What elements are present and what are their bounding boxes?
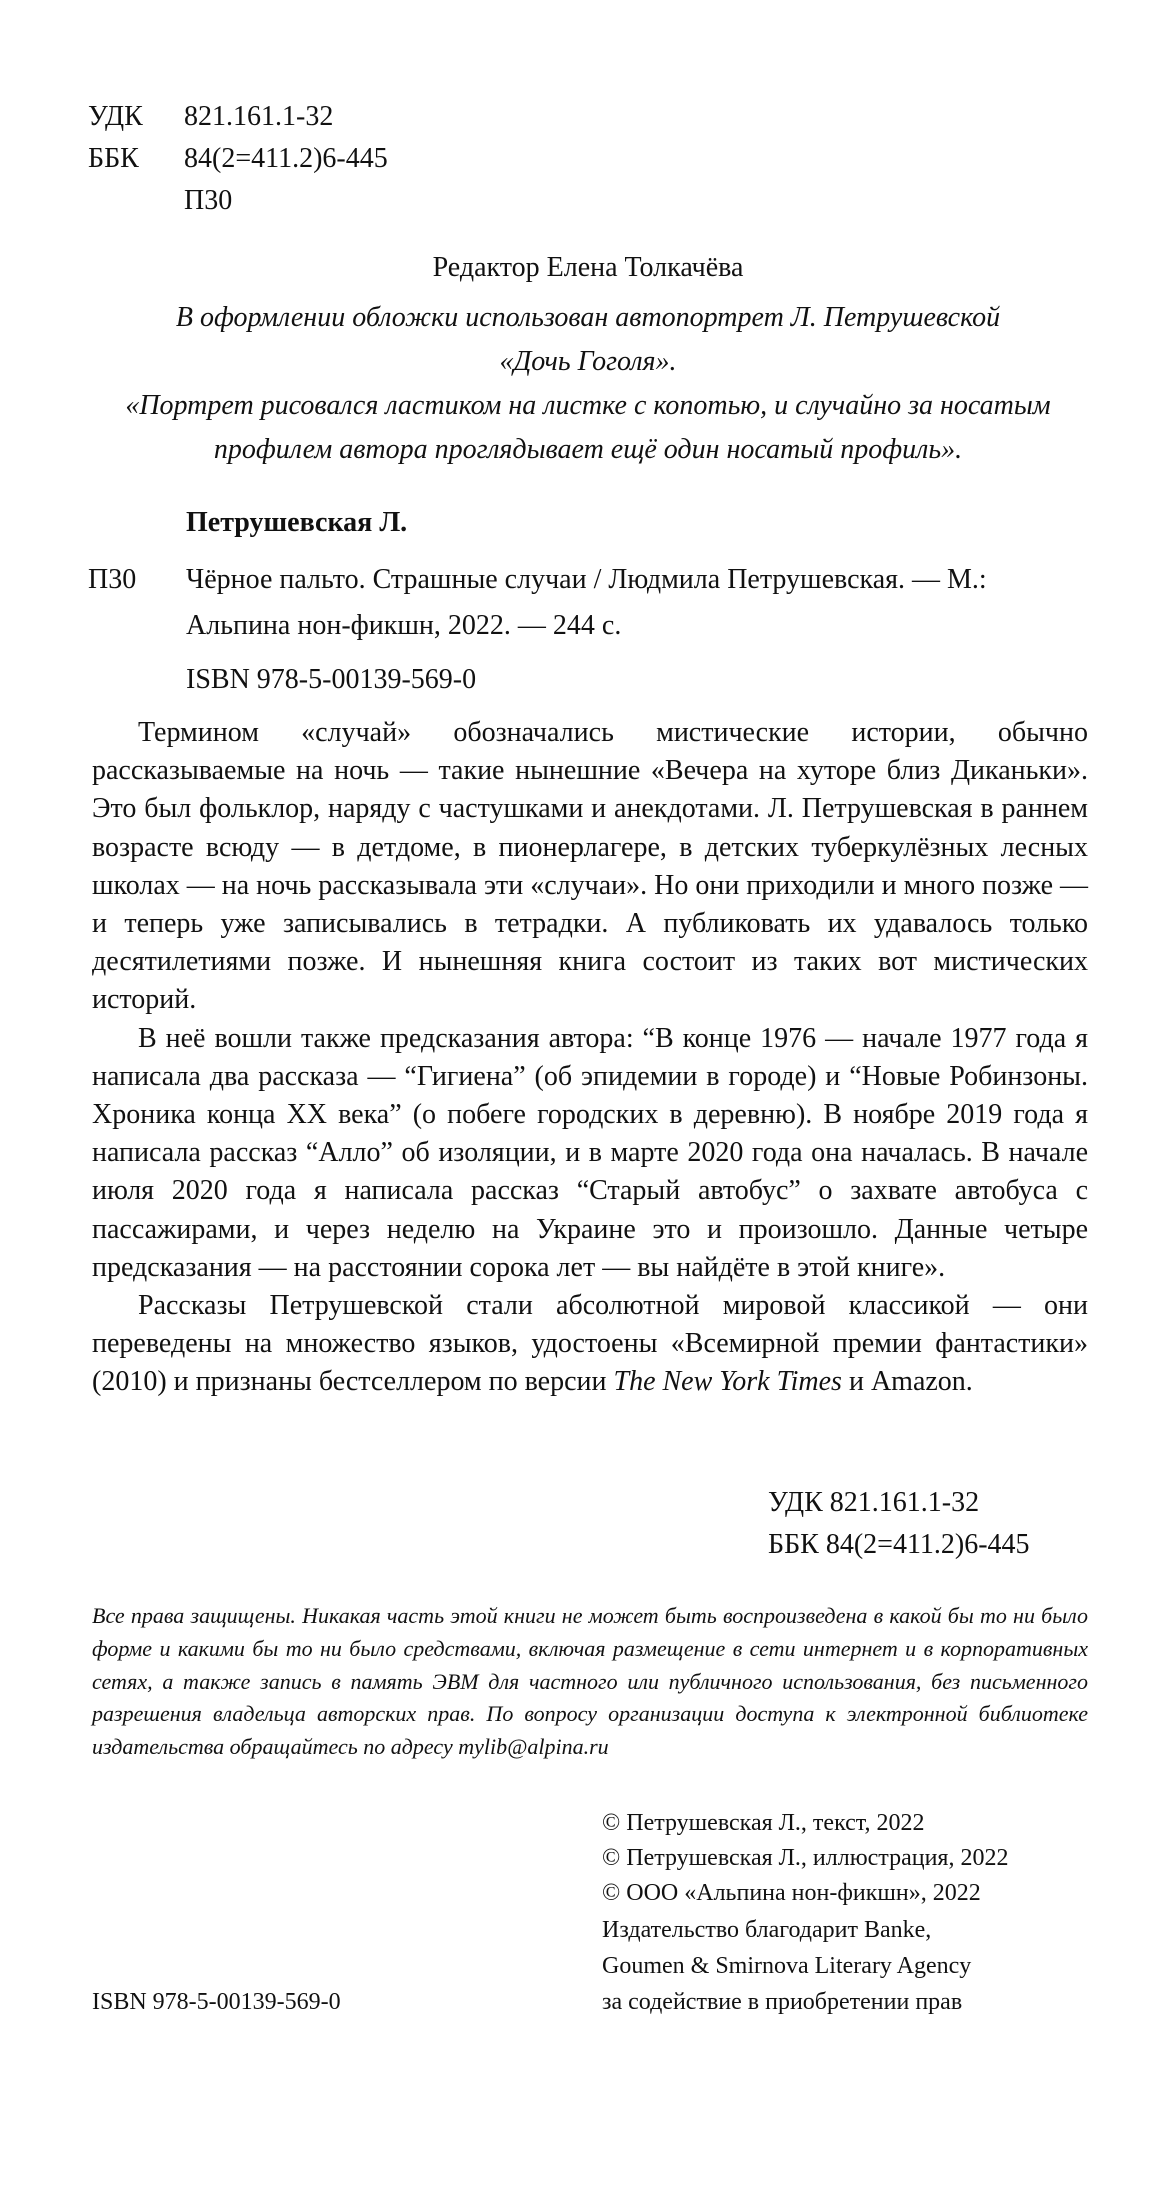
thanks-line: Goumen & Smirnova Literary Agency <box>602 1953 972 1979</box>
isbn-bottom: ISBN 978-5-00139-569-0 <box>92 1989 341 2015</box>
copyright-line: © ООО «Альпина нон-фикшн», 2022 <box>602 1880 981 1906</box>
annotation <box>92 714 1088 1402</box>
cover-note-line: В оформлении обложки использован автопортрет Л. Петрушевской <box>175 302 1001 333</box>
footer-udk: УДК 821.161.1-32 <box>768 1487 980 1518</box>
footer-classification-codes <box>768 1482 1030 1566</box>
author-mark-row <box>88 180 388 222</box>
rights-notice: Все права защищены. Никакая часть этой книги не может быть воспроизведена в какой бы то ни было форме и какими бы то ни было средствами, включая размещение в сети интернет и в корпоративных сетях, а также запись в память ЭВМ для частного или публичного использования, без письменного разрешения владельца авторских прав. По вопросу организации доступа к электронной библиотеке издательства обращайтесь по адресу mylib@alpina.ru <box>92 1603 1088 1760</box>
cover-note-line: «Дочь Гоголя». <box>499 346 677 377</box>
annotation-paragraph: Рассказы Петрушевской стали абсолютной мировой классикой — они переведены на множество языков, удостоены «Всемирной премии фантастики» (2010) и признаны бестселлером по версии The New York Times и Amazon. <box>92 1290 1088 1398</box>
bbk-value: 84(2=411.2)6-445 <box>184 143 388 174</box>
annotation-paragraph: Термином «случай» обозначались мистические истории, обычно рассказываемые на ночь — такие нынешние «Вечера на хуторе близ Диканьки». Это был фольклор, наряду с частушками и анекдотами. Л. Петрушевская в раннем возрасте всюду — в детдоме, в пионерлагере, в детских туберкулёзных лесных школах — на ночь рассказывала эти «случаи». Но они приходили и много позже — и теперь уже записывались в тетрадки. А публиковать их удавалось только десятилетиями позже. И нынешняя книга состоит из таких вот мистических историй. <box>92 717 1089 1016</box>
editor-line: Редактор Елена Толкачёва <box>432 252 744 283</box>
biblio-title-line: Чёрное пальто. Страшные случаи / Людмила Петрушевская. — М.: <box>186 564 987 595</box>
author-mark: П30 <box>184 185 233 216</box>
publisher-thanks <box>602 1912 971 2020</box>
bbk-row <box>88 138 388 180</box>
annotation-paragraph: В неё вошли также предсказания автора: “В конце 1976 — начале 1977 года я написала два рассказа — “Гигиена” (об эпидемии в городе) и “Новые Робинзоны. Хроника конца XX века” (о побеге городских в деревню). В ноябре 2019 года я написала рассказ “Алло” об изоляции, и в марте 2020 года она началась. В начале июля 2020 года я написала рассказ “Старый автобус” о захвате автобуса с пассажирами, и через неделю на Украине это и произошло. Данные четыре предсказания — на расстоянии сорока лет — вы найдёте в этой книге». <box>92 1022 1088 1283</box>
biblio-code: П30 <box>88 564 137 595</box>
nyt-title: The New York Times <box>613 1366 842 1398</box>
udk-row <box>88 96 388 138</box>
author-heading: Петрушевская Л. <box>186 507 408 538</box>
udk-value: 821.161.1-32 <box>184 101 334 132</box>
udk-label: УДК <box>88 101 143 132</box>
copyright-line: © Петрушевская Л., иллюстрация, 2022 <box>602 1845 1009 1871</box>
cover-note-line: «Портрет рисовался ластиком на листке с копотью, и случайно за носатым <box>125 390 1051 421</box>
bibliographic-record <box>88 557 1106 649</box>
classification-codes <box>88 96 388 222</box>
cover-note-line: профилем автора проглядывает ещё один носатый профиль». <box>213 434 963 465</box>
footer-bbk: ББК 84(2=411.2)6-445 <box>768 1529 1030 1560</box>
bbk-label: ББК <box>88 143 139 174</box>
biblio-publisher-line: Альпина нон-фикшн, 2022. — 244 с. <box>186 610 622 641</box>
thanks-line: Издательство благодарит Banke, <box>602 1917 932 1943</box>
copyright-line: © Петрушевская Л., текст, 2022 <box>602 1810 925 1836</box>
thanks-line: за содействие в приобретении прав <box>602 1989 963 2015</box>
cover-note <box>90 296 1086 472</box>
copyright-block <box>602 1806 1008 1911</box>
isbn: ISBN 978-5-00139-569-0 <box>186 664 477 695</box>
